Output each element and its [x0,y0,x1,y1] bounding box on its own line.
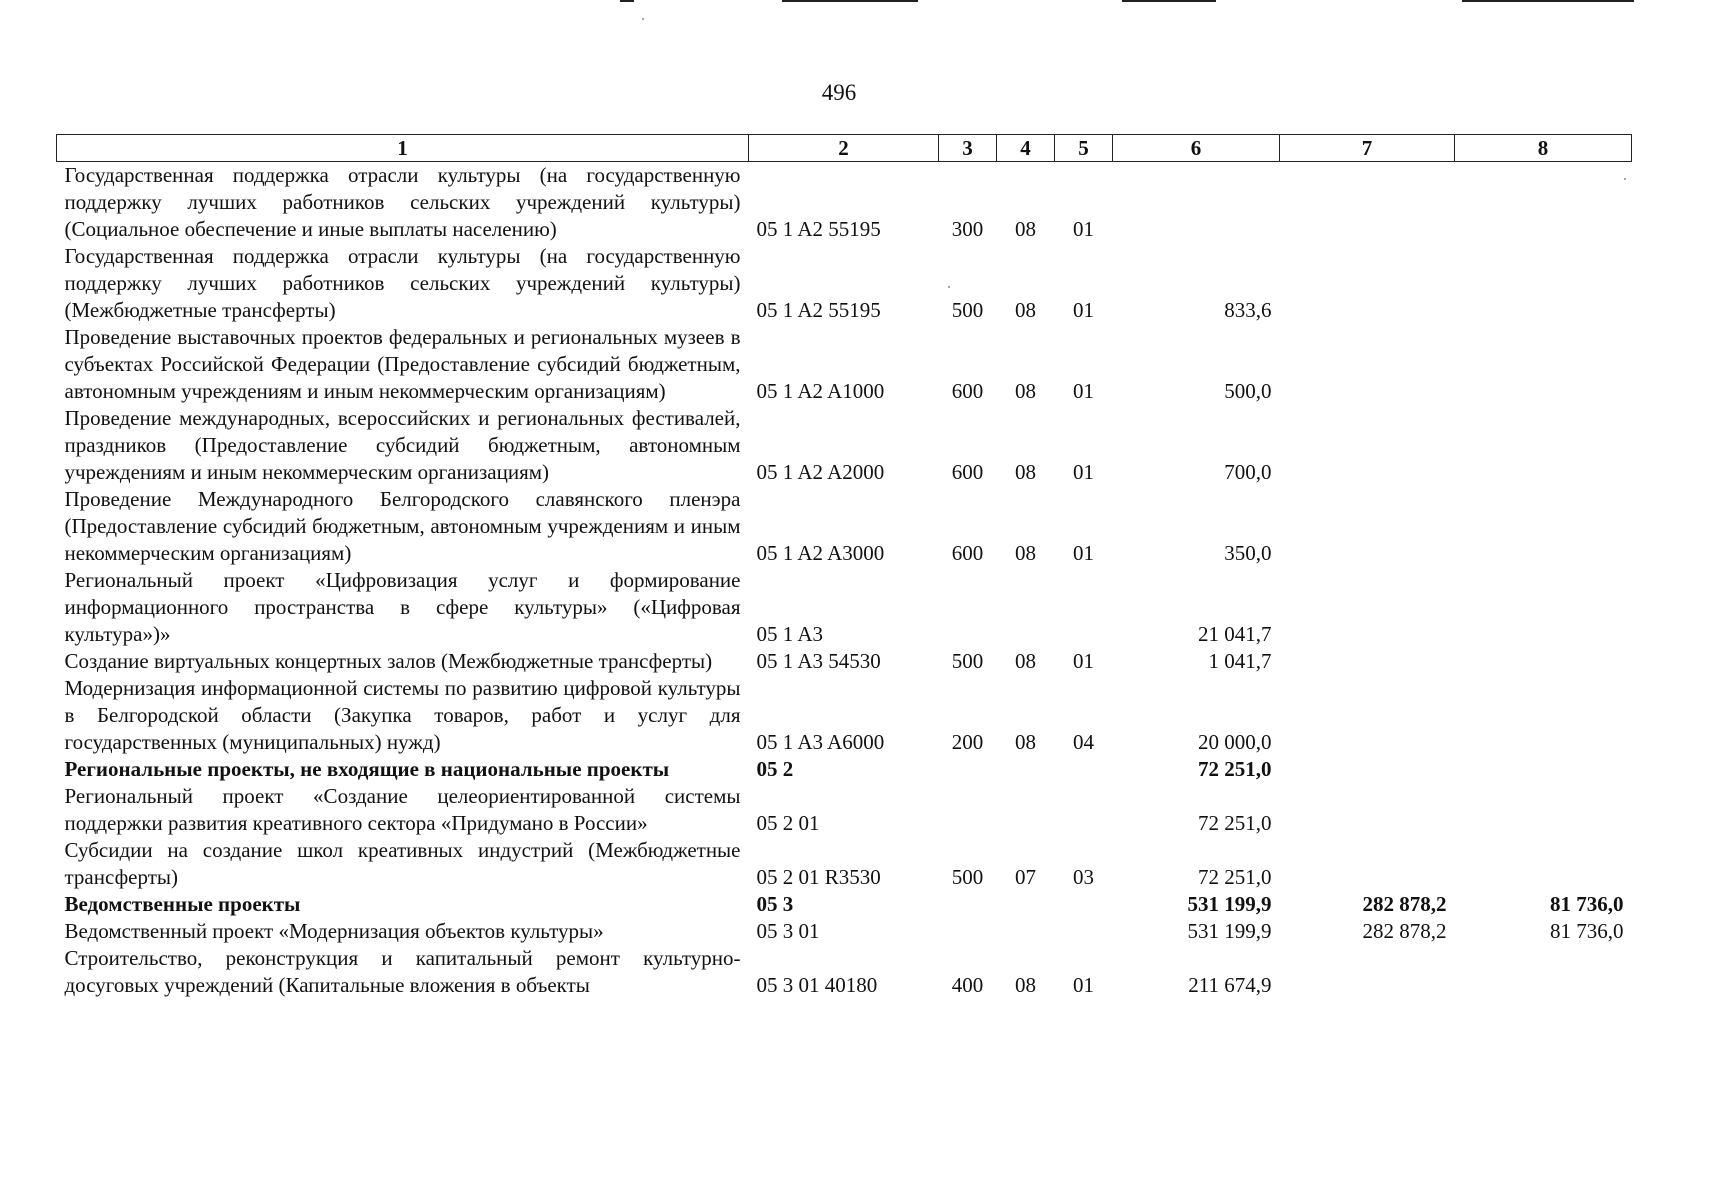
row-col4: 08 [1015,379,1036,403]
column-header: 4 [997,135,1055,162]
row-col6: 72 251,0 [1198,811,1272,835]
row-col3 [939,918,997,945]
row-col5: 01 [1073,460,1094,484]
row-col5: 01 [1073,217,1094,241]
table-row [57,945,1632,999]
row-col5: 01 [1073,379,1094,403]
table-row [57,324,1632,405]
column-header: 2 [749,135,939,162]
row-col4: 08 [1015,298,1036,322]
row-col7 [1280,756,1455,783]
row-col7 [1280,648,1455,675]
row-col3: 600 [951,379,984,403]
row-col4 [997,783,1055,837]
row-col8 [1455,675,1632,756]
row-col4: 08 [1015,541,1036,565]
row-col5: 01 [1073,649,1094,673]
row-col7: 282 878,2 [1362,919,1447,943]
row-col6: 21 041,7 [1198,622,1272,646]
row-col6: 500,0 [1224,379,1272,403]
row-col8: 81 736,0 [1550,919,1624,943]
row-col7 [1280,243,1455,324]
row-col7 [1280,324,1455,405]
row-name: Региональный проект «Создание целеориентированной системы поддержки развития креативного сектора «Придумано в России» [64,784,741,835]
row-name: Строительство, реконструкция и капитальный ремонт культурно-досуговых учреждений (Капитальные вложения в объекты [64,946,741,997]
row-name: Государственная поддержка отрасли культуры (на государственную поддержку лучших работников сельских учреждений культуры) (Социальное обеспечение и иные выплаты населению) [64,163,741,241]
row-col3: 500 [951,649,984,673]
row-col3: 500 [951,865,984,889]
row-code: 05 2 [756,757,794,781]
row-code: 05 1 A3 A6000 [756,730,885,754]
row-col3: 300 [951,217,984,241]
table-row [57,405,1632,486]
row-col5: 01 [1073,541,1094,565]
row-code: 05 1 A2 55195 [756,298,881,322]
row-col4 [997,891,1055,918]
row-code: 05 2 01 [756,811,820,835]
row-col8 [1455,648,1632,675]
scan-speck [642,18,644,20]
row-code: 05 2 01 R3530 [756,865,881,889]
row-name: Региональный проект «Цифровизация услуг и формирование информационного пространства в сфере культуры» («Цифровая культура»)» [64,568,741,646]
table-row [57,756,1632,783]
row-col7 [1280,837,1455,891]
row-col4: 08 [1015,460,1036,484]
scan-edge-line [620,0,634,2]
row-col8 [1455,756,1632,783]
row-col3: 500 [951,298,984,322]
row-code: 05 3 01 [756,919,820,943]
row-col6: 211 674,9 [1188,973,1272,997]
row-col6 [1113,162,1280,244]
row-col8 [1455,243,1632,324]
row-col6: 700,0 [1224,460,1272,484]
row-code: 05 1 A2 A3000 [756,541,885,565]
table-row [57,486,1632,567]
row-code: 05 3 01 40180 [756,973,878,997]
table-row [57,567,1632,648]
row-col5 [1055,567,1113,648]
scan-edge-line [782,0,918,2]
row-col8 [1455,837,1632,891]
row-name: Проведение международных, всероссийских и региональных фестивалей, праздников (Предоставление субсидий бюджетным, автономным учреждениям и иным некоммерческим организациям) [64,406,741,484]
table-row [57,837,1632,891]
table-row [57,891,1632,918]
row-col7 [1280,567,1455,648]
page-number: 496 [821,80,857,105]
row-name: Государственная поддержка отрасли культуры (на государственную поддержку лучших работников сельских учреждений культуры) (Межбюджетные трансферты) [64,244,741,322]
row-code: 05 1 A2 55195 [756,217,881,241]
row-col3: 200 [951,730,984,754]
row-name: Ведомственные проекты [64,892,301,916]
row-col3: 400 [951,973,984,997]
row-col8 [1455,567,1632,648]
table-body [57,162,1632,1000]
row-col6: 531 199,9 [1187,892,1272,916]
row-col3 [939,567,997,648]
table-header-row [57,135,1632,162]
row-col4 [997,756,1055,783]
row-col5: 01 [1073,973,1094,997]
row-name: Создание виртуальных концертных залов (Межбюджетные трансферты) [64,649,713,673]
column-header: 8 [1455,135,1632,162]
row-code: 05 1 A2 A2000 [756,460,885,484]
row-col3 [939,891,997,918]
row-code: 05 1 A2 A1000 [756,379,885,403]
scan-edge-line [1122,0,1216,2]
table-row [57,675,1632,756]
row-col8: 81 736,0 [1550,892,1624,916]
row-col6: 531 199,9 [1187,919,1272,943]
row-col6: 72 251,0 [1198,757,1272,781]
row-col5 [1055,918,1113,945]
column-header: 3 [939,135,997,162]
row-col7 [1280,783,1455,837]
row-code: 05 1 A3 [756,622,824,646]
row-code: 05 3 [756,892,794,916]
row-col4: 07 [1015,865,1036,889]
table-row [57,918,1632,945]
row-col6: 833,6 [1224,298,1272,322]
row-name: Проведение Международного Белгородского славянского пленэра (Предоставление субсидий бюджетным, автономным учреждениям и иным некоммерческим организациям) [64,487,741,565]
row-col7 [1280,675,1455,756]
row-name: Модернизация информационной системы по развитию цифровой культуры в Белгородской области (Закупка товаров, работ и услуг для государственных (муниципальных) нужд) [64,676,741,754]
row-col4: 08 [1015,973,1036,997]
row-col5: 03 [1073,865,1094,889]
row-col4: 08 [1015,649,1036,673]
row-col3 [939,783,997,837]
row-col4 [997,567,1055,648]
row-col6: 1 041,7 [1208,649,1272,673]
row-col5 [1055,756,1113,783]
row-col6: 350,0 [1224,541,1272,565]
row-col4: 08 [1015,217,1036,241]
scan-edge-line [1462,0,1634,2]
row-col6: 72 251,0 [1198,865,1272,889]
row-col5 [1055,783,1113,837]
table-row [57,162,1632,244]
row-col7 [1280,162,1455,244]
row-col3: 600 [951,460,984,484]
row-col7 [1280,405,1455,486]
column-header: 7 [1280,135,1455,162]
column-header: 1 [57,135,749,162]
row-col7 [1280,945,1455,999]
column-header: 6 [1113,135,1280,162]
table-row [57,243,1632,324]
row-col8 [1455,486,1632,567]
row-col7: 282 878,2 [1362,892,1447,916]
row-col8 [1455,405,1632,486]
row-name: Ведомственный проект «Модернизация объектов культуры» [64,919,604,943]
row-name: Субсидии на создание школ креативных индустрий (Межбюджетные трансферты) [64,838,741,889]
row-col5: 01 [1073,298,1094,322]
row-col5 [1055,891,1113,918]
row-name: Проведение выставочных проектов федеральных и региональных музеев в субъектах Российской Федерации (Предоставление субсидий бюджетным, автономным учреждениям и иным некоммерческим организациям) [64,325,741,403]
row-code: 05 1 A3 54530 [756,649,881,673]
budget-table [56,134,1632,999]
row-col3: 600 [951,541,984,565]
row-col6: 20 000,0 [1198,730,1272,754]
row-col8 [1455,162,1632,244]
row-col3 [939,756,997,783]
row-col4: 08 [1015,730,1036,754]
row-col7 [1280,486,1455,567]
table-row [57,648,1632,675]
row-col8 [1455,783,1632,837]
row-col4 [997,918,1055,945]
row-name: Региональные проекты, не входящие в национальные проекты [64,757,670,781]
row-col5: 04 [1073,730,1094,754]
row-col8 [1455,324,1632,405]
table-row [57,783,1632,837]
column-header: 5 [1055,135,1113,162]
row-col8 [1455,945,1632,999]
